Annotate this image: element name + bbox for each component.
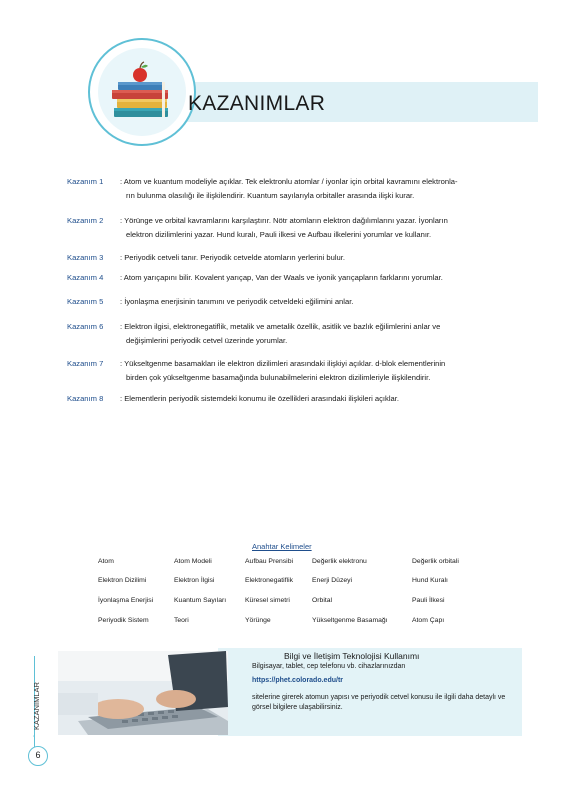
keyword: Değerlik orbitali (412, 558, 459, 565)
outcome-label: Kazanım 1 (67, 177, 104, 186)
outcome-label: Kazanım 4 (67, 273, 104, 282)
keyword: Teori (174, 617, 189, 624)
outcome-label: Kazanım 7 (67, 359, 104, 368)
keyword: Enerji Düzeyi (312, 577, 353, 584)
keyword: Elektron Dizilimi (98, 577, 147, 584)
outcome-text (120, 251, 528, 265)
keyword: Atom Çapı (412, 617, 445, 624)
outcome-label: Kazanım 8 (67, 394, 104, 403)
outcome-line: : Atom ve kuantum modeliyle açıklar. Tek elektronlu atomlar / iyonlar için orbital kavramını elektronla- (120, 177, 458, 186)
outcome-text (120, 392, 528, 406)
outcome-label: Kazanım 6 (67, 322, 104, 331)
keyword: Yörünge (245, 617, 271, 624)
outcome-text (120, 175, 528, 202)
side-section-label: KAZANIMLAR (32, 682, 41, 730)
page-number: 6 (28, 746, 48, 766)
keyword: Değerlik elektronu (312, 558, 367, 565)
outcome-text (120, 214, 528, 241)
keywords-title: Anahtar Kelimeler (252, 542, 312, 551)
keyword: Atom Modeli (174, 558, 212, 565)
keyword: Yükseltgenme Basamağı (312, 617, 388, 624)
outcome-line: : Elektron ilgisi, elektronegatiflik, metalik ve ametalik özellik, asitlik ve bazlık eğilimlerini anlar ve (120, 322, 441, 331)
keyword: Elektron İlgisi (174, 577, 215, 584)
outcome-line: : İyonlaşma enerjisinin tanımını ve periyodik cetveldeki eğilimini anlar. (120, 297, 354, 306)
keyword: Hund Kuralı (412, 577, 448, 584)
laptop-photo (58, 651, 228, 735)
keyword: Aufbau Prensibi (245, 558, 293, 565)
outcome-text (120, 271, 528, 285)
keyword: Elektronegatiflik (245, 577, 293, 584)
keyword: İyonlaşma Enerjisi (98, 597, 154, 604)
outcome-line: : Elementlerin periyodik sistemdeki konumu ile özellikleri arasındaki ilişkileri açıklar. (120, 394, 399, 403)
outcome-line: elektron dizilimlerini yazar. Hund kuralı, Pauli ilkesi ve Aufbau ilkelerini yorumlar ve kullanır. (126, 229, 432, 239)
page-title: KAZANIMLAR (188, 92, 326, 115)
outcome-text (120, 295, 528, 309)
ict-panel (218, 648, 522, 736)
outcome-label: Kazanım 3 (67, 253, 104, 262)
keyword: Periyodik Sistem (98, 617, 149, 624)
books-apple-illustration (98, 48, 186, 136)
keyword: Pauli İlkesi (412, 597, 445, 604)
outcome-line: : Periyodik cetveli tanır. Periyodik cetvelde atomların yerlerini bulur. (120, 253, 345, 262)
ict-description: sitelerine girerek atomun yapısı ve periyodik cetvel konusu ile ilgili daha detaylı ve görsel bilgilere ulaşabilirsiniz. (252, 694, 506, 711)
outcome-label: Kazanım 2 (67, 216, 104, 225)
outcome-text (120, 357, 528, 384)
chevron-down-icon: ‹ (33, 733, 36, 740)
keyword: Kuantum Sayıları (174, 597, 227, 604)
keyword: Orbital (312, 597, 333, 604)
ict-intro: Bilgisayar, tablet, cep telefonu vb. cihazlarınızdan (252, 663, 406, 670)
outcome-line: : Yörünge ve orbital kavramlarını karşılaştırır. Nötr atomların elektron dağılımlarını yazar. İyonların (120, 216, 448, 225)
outcome-line: : Atom yarıçapını bilir. Kovalent yarıçap, Van der Waals ve iyonik yarıçapların farklarını yorumlar. (120, 273, 443, 282)
outcome-line: : Yükseltgenme basamakları ile elektron dizilimleri arasındaki ilişkiyi açıklar. d-blok elementlerinin (120, 359, 446, 368)
outcome-line: birden çok yükseltgenme basamağında bulunabilmelerini elektron dizilimleriyle ilişkilendirir. (126, 372, 431, 382)
keyword: Küresel simetri (245, 597, 290, 604)
outcome-line: rın bulunma olasılığı ile ilişkilendirir. Kuantum sayılarıyla orbitaller arasında ilişki kurar. (126, 190, 415, 200)
ict-title: Bilgi ve İletişim Teknolojisi Kullanımı (284, 651, 420, 661)
phet-link[interactable]: https://phet.colorado.edu/tr (252, 677, 343, 684)
outcome-line: değişimlerini periyodik cetvel üzerinde yorumlar. (126, 335, 288, 345)
outcome-label: Kazanım 5 (67, 297, 104, 306)
keyword: Atom (98, 558, 114, 565)
outcome-text (120, 320, 528, 347)
